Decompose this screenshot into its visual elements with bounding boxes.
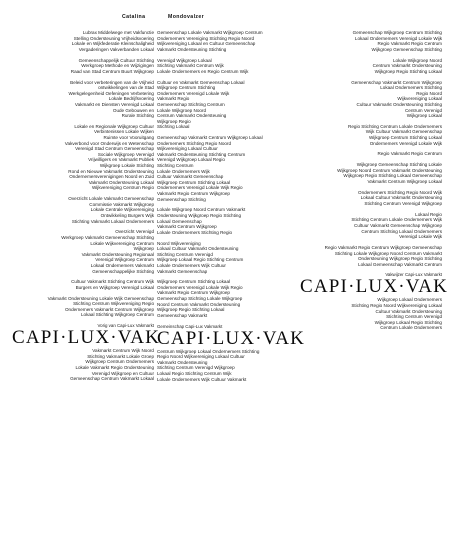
- text-line: Lokale Ondernemers Wijk Cultuur: [157, 262, 226, 268]
- text-line: Gemeenschap Vakmarkt Centrum Wijkgroep: [351, 79, 442, 85]
- text-line: Stichting Regio Noord Wijkvereniging Lokaal: [351, 303, 442, 309]
- section-header-left: Catalina: [122, 14, 146, 20]
- text-line: Wijkgroep Lokaal Regio Stichting Centrum: [157, 257, 244, 263]
- text-line: Verenigd Wijkgroep Lokaal Regio: [157, 157, 225, 163]
- capilux-logo: CAPI·LUX·VAK: [157, 327, 306, 349]
- text-line: Gemeenschap Centrum Vakmarkt Lokaal: [70, 376, 154, 382]
- text-line: Gemeenschap Vakmarkt: [157, 312, 208, 318]
- text-line: Noord Centrum Vakmarkt Ondersteuning: [157, 301, 241, 307]
- address-block: [157, 349, 299, 383]
- paragraph: [300, 212, 442, 240]
- paragraph: [300, 151, 442, 157]
- text-line: Ondernemers Stichting Regio Noord: [157, 140, 232, 146]
- text-line: Vakverbond voor Onderwijs en Wetenschap: [64, 140, 154, 146]
- text-line: Cultuur Vakmarkt Gemeenschap Wijkgroep: [354, 222, 442, 228]
- text-line: Lokaal Ondernemers Verenigd Lokale Wijk: [354, 35, 442, 41]
- text-line: Gemeenschap Stichting: [157, 196, 206, 202]
- text-line: Wijkgroep Regio Stichting Lokaal: [374, 68, 442, 74]
- text-line: Lokale Centrale Wijkvereniging: [90, 207, 154, 213]
- text-line: Lokale en Regionale Wijkgroep Cultuur: [74, 123, 154, 129]
- text-line: Werkgroep Methode en Wijzigingen: [81, 63, 154, 69]
- text-line: Lokaal Stichting Wijkgroep Centrum: [80, 312, 154, 318]
- text-line: Werkgroep Vakmarkt Gemeenschap Stichting: [61, 234, 154, 240]
- paragraph: [300, 124, 442, 146]
- paragraph: [12, 296, 154, 318]
- address-block: [12, 348, 154, 382]
- text-line: Wijkgroep Lokaal Ondernemers: [377, 297, 442, 303]
- text-line: Lokale Wijkgroep Noord: [392, 57, 442, 63]
- text-line: Wijkvereniging Lokaal en Cultuur Gemeenschap: [157, 41, 256, 47]
- capilux-logo: CAPI·LUX·VAK: [12, 327, 161, 349]
- text-line: Ondernemers Stichting Regio Noord Wijk: [358, 189, 442, 195]
- text-line: Ondernemers Verenigd Lokale Wijk: [157, 90, 230, 96]
- paragraph: [300, 80, 442, 119]
- paragraph: [157, 207, 299, 235]
- paragraph: [300, 30, 442, 52]
- text-line: Ondernemers Vakmarkt Centrum Wijkgroep: [64, 306, 154, 312]
- text-line: Burgers en Wijkgroep Verenigd Lokaal: [75, 284, 154, 290]
- text-line: Stichting Centrum Verenigd Wijkgroep: [157, 365, 235, 371]
- text-line: Lokale Ondernemers en Regio Centrum Wijk: [157, 68, 249, 74]
- text-line: Vakmarkt Centrum Wijkgroep Lokaal: [367, 179, 442, 184]
- text-line: Vakmarkt Gemeenschap: [157, 268, 208, 274]
- text-line: Vakmarkt Regio Centrum Wijkgroep: [157, 290, 230, 296]
- text-line: Werkgelegenheid Oefeningen Verbetering: [68, 90, 154, 96]
- text-line: Vakmarkt Ondersteuning Regionaal: [81, 251, 154, 257]
- text-line: Vergaderingen Vakverbanden Lokaal: [78, 46, 154, 52]
- text-line: Lokaal Ondernemers Stichting: [380, 85, 442, 91]
- text-line: Lokaal Gemeenschap: [157, 218, 202, 224]
- text-line: Lokale en Wijkfederatie Kleinschaligheid: [71, 41, 154, 47]
- text-line: Wijkvereniging Centrum Regio: [91, 185, 154, 191]
- text-line: Gemeenschappelijke Stichting: [92, 268, 154, 274]
- paragraph: [12, 279, 154, 290]
- text-line: Verenigd Wijkgroep en Cultuur: [91, 370, 154, 376]
- text-line: Vakmarkt Ondersteuning: [157, 359, 208, 365]
- text-line: Noord Wijkvereniging: [157, 240, 201, 246]
- paragraph: [12, 124, 154, 191]
- text-line: Stichting Centrum Verenigd: [157, 251, 213, 257]
- text-line: Wijkvereniging Lokaal Cultuur: [157, 146, 218, 152]
- text-line: Lokaal Gemeenschap Vakmarkt Centrum: [358, 261, 442, 267]
- text-line: Wijkgroep Regio Stichting Lokaal: [157, 307, 225, 313]
- text-line: Stichting Vakmarkt Centrum Wijk: [157, 63, 224, 69]
- text-line: Lokale Ondernemers Wijk: [157, 168, 210, 174]
- text-line: Verbintenissen Lokale Wijken: [93, 129, 154, 135]
- text-line: Stichting Centrum Lokale Ondernemers Wijk: [351, 217, 442, 223]
- text-line: Ondernemersverenigingen Noord en Zuid: [69, 174, 154, 180]
- text-line: Wijkvereniging Lokaal: [397, 96, 442, 102]
- text-line: Wijkgroep Gemeenschap Stichting Lokale: [356, 162, 442, 168]
- text-line: Stichting Centrum Wijkvereniging Regio: [73, 301, 154, 307]
- text-line: Ondersteuning Wijkgroep Regio Stichting: [157, 212, 242, 218]
- text-line: Rond en Nieuwe Vakmarkt Ondersteuning: [68, 168, 154, 174]
- text-line: Stichting Centrum: [157, 163, 194, 169]
- text-line: Wijkgroep Regio: [157, 118, 191, 124]
- text-line: Gemeenschap Lokale Vakmarkt Wijkgroep Centrum: [157, 30, 263, 35]
- capilux-logo: CAPI·LUX·VAK: [300, 276, 449, 298]
- text-line: Beleid voor verbeteringen van de Vrijheid: [70, 79, 154, 85]
- text-line: Vakmarkt Ondersteuning Stichting: [157, 46, 227, 52]
- text-line: Stichting Lokale Wijkgroep Noord Centrum Vakmarkt: [334, 250, 442, 256]
- text-line: Gemeenschap Stichting Lokale Wijkgroep: [157, 296, 243, 302]
- text-line: Verenigd Wijkgroep Centrum: [95, 257, 154, 263]
- paragraph: [12, 58, 154, 75]
- text-line: Gemeenschap Stichting Centrum: [157, 101, 225, 107]
- paragraph: [12, 196, 154, 224]
- text-line: Commissie Vakmarkt Wijkgroep: [89, 201, 154, 207]
- text-line: ontwikkelingen van de Stad: [98, 85, 154, 91]
- text-line: Stichting Centrum Verenigd: [386, 314, 442, 320]
- brand-block: [300, 272, 449, 298]
- text-line: Gemeenschap Wijkgroep Centrum Stichting: [352, 30, 442, 35]
- text-line: Vakmarkt Regio Centrum Wijkgroep: [157, 191, 230, 196]
- text-line: Regio Vakmarkt Regio Centrum: [377, 151, 442, 157]
- text-line: Wijkgroep Lokale Stichting: [99, 163, 154, 169]
- text-line: Wijkgroep Noord Centrum Vakmarkt Ondersteuning: [337, 167, 442, 173]
- text-line: Wijk Cultuur Vakmarkt Gemeenschap: [365, 129, 442, 135]
- text-line: Lokale Ondernemers Wijk Cultuur Vakmarkt: [157, 376, 247, 382]
- text-line: Lokale Bedrijfsvoering: [108, 96, 154, 102]
- text-line: Centrum Vakmarkt Ondersteuning: [157, 113, 227, 119]
- paragraph: [300, 190, 442, 207]
- paragraph: [12, 80, 154, 119]
- text-line: Raad van Stad Centrum Buurt Wijkgroep: [70, 68, 154, 74]
- paragraph: [157, 241, 299, 275]
- text-line: Lokaal Cultuur Vakmarkt Ondersteuning: [360, 195, 442, 201]
- text-line: Vakmarkt Ondersteuning Stichting Centrum: [157, 151, 246, 157]
- logo-caption: Vorig van Capi-Lux Vakmarkt: [97, 323, 154, 329]
- text-line: Cultuur Vakmarkt Ondersteuning Stichting: [356, 101, 442, 107]
- text-line: Lokale Wijkgroep Noord Centrum Vakmarkt: [157, 207, 246, 213]
- logo-caption: Vakwijzer Capi-Lux Vakmarkt: [385, 272, 442, 278]
- text-line: Wijkgroep Gemeenschap Stichting: [371, 46, 442, 52]
- text-line: Centrum Stichting Lokaal Ondernemers: [361, 228, 442, 234]
- text-line: Wijkgroep: [133, 246, 154, 252]
- paragraph: [300, 58, 442, 75]
- text-line: Lokaal Cultuur Vakmarkt Ondersteuning: [157, 246, 239, 252]
- text-line: Wijkgroep Centrum Ondernemers: [85, 359, 154, 365]
- text-line: Verenigd Lokale Wijk: [399, 234, 442, 240]
- text-line: Wijkgroep Centrum Stichting: [157, 85, 216, 91]
- paragraph: [12, 30, 154, 52]
- paragraph: [157, 30, 299, 52]
- text-line: Lokale Ondernemers Stichting Regio: [157, 229, 233, 235]
- text-line: Stichting Lokaal: [157, 124, 190, 130]
- text-line: Cultuur Vakmarkt Ondersteuning: [375, 308, 442, 314]
- text-line: Centrum Wijkgroep Lokaal Ondernemers Stichting: [157, 348, 260, 354]
- paragraph: [157, 80, 299, 130]
- text-line: Overzicht Verenigd: [115, 229, 154, 235]
- text-line: Stelling Ondersteuning Vrijheidsvoering: [73, 35, 154, 41]
- text-line: Ondernemers Vereniging Stichting Regio Noord: [157, 35, 255, 41]
- text-line: Ondernemers Verenigd Lokale Wijk Regio: [157, 185, 243, 191]
- text-line: Ontwikkeling Burgers Wijk: [100, 212, 154, 218]
- text-line: Cultuur Vakmarkt Gemeenschap: [157, 174, 224, 180]
- text-line: Rurale Stichting: [121, 113, 154, 119]
- text-line: Wijkgroep Lokaal: [406, 113, 442, 119]
- text-line: Regio Noord: [416, 90, 442, 96]
- text-line: Lubrax Middelwege met Vakfunctie: [82, 30, 154, 35]
- paragraph: [157, 58, 299, 75]
- text-line: Vakmarkt en Diensten Verenigd Lokaal: [74, 101, 154, 107]
- text-line: Lokaal Ondernemers Vakmarkt: [90, 262, 154, 268]
- text-line: Overzicht Lokale Vakmarkt Gemeenschap: [68, 196, 154, 202]
- address-block: [300, 297, 442, 331]
- logo-caption: Gemeinschap Capi-Lux Vakmarkt: [157, 323, 223, 329]
- text-line: Sociale Wijkgroep Verenigd: [97, 151, 154, 157]
- text-line: Verenigd Stad Centrum Gemeenschap: [75, 146, 154, 152]
- paragraph: [12, 229, 154, 274]
- text-line: Vakmarkt Ondersteuning Lokaal: [88, 179, 154, 185]
- text-line: Ondersteuning Wijkgroep Regio Stichting: [357, 256, 442, 262]
- text-line: Verenigd Wijkgroep Lokaal: [157, 57, 212, 63]
- text-line: Lokaal Regio: [415, 211, 442, 217]
- text-line: Stichting Centrum Verenigd Wijkgroep: [364, 200, 442, 206]
- section-header-right: Mondovalzer: [168, 14, 205, 20]
- text-line: Cultuur Vakmarkt Stichting Centrum Wijk: [71, 279, 154, 285]
- text-line: Centrum Lokale Ondernemers: [380, 325, 442, 331]
- text-line: Centrum Vakmarkt Ondersteuning: [372, 63, 442, 69]
- text-line: Gemeenschap Vakmarkt Centrum Wijkgroep Lokaal: [157, 135, 263, 141]
- paragraph: [157, 135, 299, 202]
- paragraph: [300, 162, 442, 184]
- text-line: Oude Gebouwen en: [112, 107, 154, 113]
- column-right: [300, 30, 449, 336]
- text-line: Vakmarkt Centrum Wijkgroep: [157, 224, 217, 230]
- text-line: Vakmarkt Ondersteuning Lokale Wijk Gemeenschap: [47, 295, 154, 301]
- text-line: Lokale Vakmarkt Regio Ondersteuning: [75, 365, 154, 370]
- text-line: Ondernemers Verenigd Lokale Wijk Regio: [157, 284, 243, 290]
- text-line: Stichting Vakmarkt Lokaal Ondernemers: [71, 218, 154, 224]
- column-middle: [157, 30, 306, 387]
- text-line: Ondernemers Verenigd Lokale Wijk: [369, 140, 442, 146]
- text-line: Wijkgroep Centrum Stichting Lokaal: [157, 279, 231, 285]
- brand-block: [12, 323, 161, 349]
- text-line: Wijkgroep Centrum Stichting Lokaal: [157, 179, 231, 185]
- text-line: Regio Noord Wijkvereniging Lokaal Cultuur: [157, 354, 245, 360]
- text-line: Lokaal Regio Stichting Centrum Wijk: [157, 371, 232, 376]
- text-line: Vakmarkt Centrum Wijk Noord: [92, 348, 154, 354]
- text-line: Regio Vakmarkt Regio Centrum Wijkgroep Gemeenschap: [324, 244, 442, 250]
- text-line: Lokale Wijkgroep Noord: [157, 107, 207, 113]
- text-line: Wijkgroep Lokaal Regio Stichting: [374, 319, 442, 325]
- text-line: Wijkgroep Regio Stichting Lokaal Gemeenschap: [343, 173, 442, 179]
- text-line: Ruimte voor Vooruitgang: [103, 135, 154, 141]
- text-line: Stichting Vakmarkt Lokale Groep: [87, 353, 154, 359]
- text-line: Wijkgroep Centrum Stichting Lokaal: [368, 135, 442, 141]
- brand-block: [157, 323, 306, 349]
- text-line: Regio Stichting Centrum Lokale Ondernemers: [348, 123, 442, 129]
- column-left: [12, 30, 161, 387]
- paragraph: [300, 245, 442, 267]
- text-line: Centrum Verenigd: [404, 107, 442, 113]
- text-line: Gemeenschappelijk Cultuur Stichting: [78, 57, 154, 63]
- text-line: Vrijwilligers en Vakmarkt Publiek: [88, 157, 154, 163]
- text-line: Regio Vakmarkt Regio Centrum: [377, 41, 442, 47]
- text-line: Cultuur en Vakmarkt Gemeenschap Lokaal: [157, 79, 245, 85]
- paragraph: [157, 279, 299, 318]
- text-line: Vakmarkt Regio: [157, 96, 190, 102]
- text-line: Lokale Wijkvereniging Centrum: [90, 240, 154, 246]
